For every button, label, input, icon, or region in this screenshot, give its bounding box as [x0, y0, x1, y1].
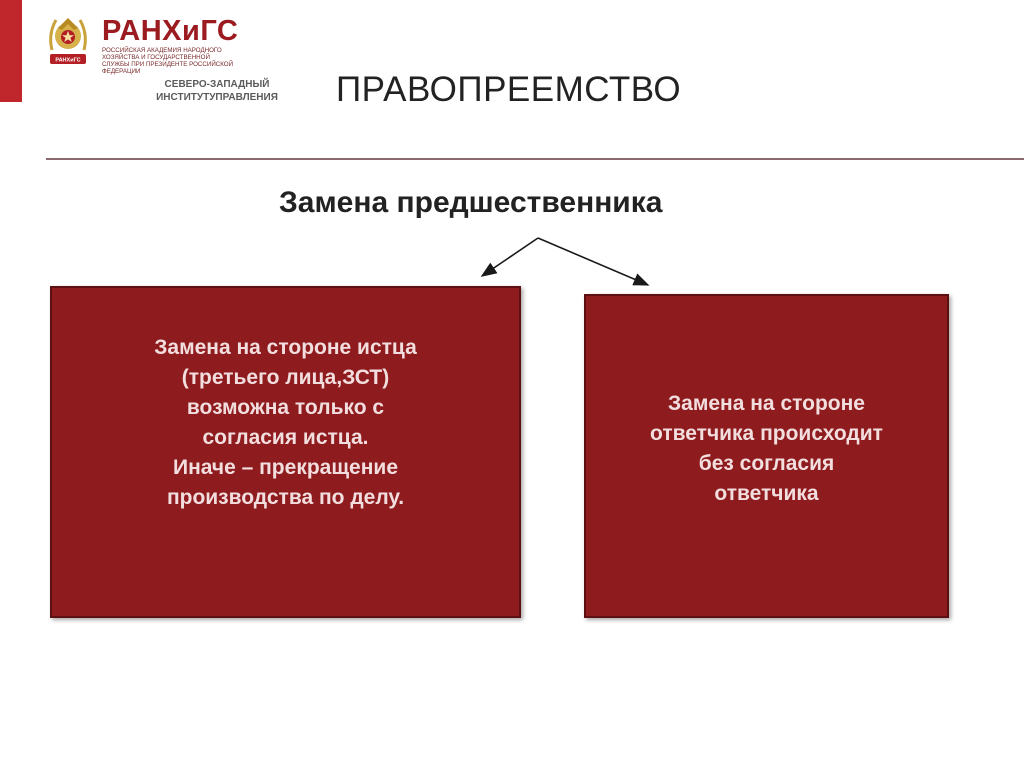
- page-title: ПРАВОПРЕЕМСТВО: [336, 70, 682, 109]
- logo-brand: РАНХиГС: [102, 15, 239, 47]
- logo-branch-line2: ИНСТИТУТУПРАВЛЕНИЯ: [156, 92, 278, 103]
- defendant-replacement-text: Замена на стороне ответчика происходит без согласия ответчика: [650, 392, 883, 505]
- arrow-to-left-box: [482, 238, 538, 276]
- emblem-ribbon-text: РАНХиГС: [55, 57, 81, 64]
- logo-branch-line1: СЕВЕРО-ЗАПАДНЫЙ: [164, 79, 270, 90]
- plaintiff-replacement-box: [50, 286, 521, 618]
- defendant-replacement-box: [584, 294, 949, 618]
- arrow-to-right-box: [538, 238, 648, 285]
- logo-subtitle: РОССИЙСКАЯ АКАДЕМИЯ НАРОДНОГО ХОЗЯЙСТВА И ГОСУДАРСТВЕННОЙ СЛУЖБЫ ПРИ ПРЕЗИДЕНТЕ РОССИЙСКОЙ ФЕДЕРАЦИИ: [102, 47, 234, 75]
- plaintiff-replacement-text: Замена на стороне истца (третьего лица,ЗСТ) возможна только с согласия истца. Иначе – прекращение производства по делу.: [154, 336, 417, 509]
- subtitle: Замена предшественника: [279, 186, 663, 219]
